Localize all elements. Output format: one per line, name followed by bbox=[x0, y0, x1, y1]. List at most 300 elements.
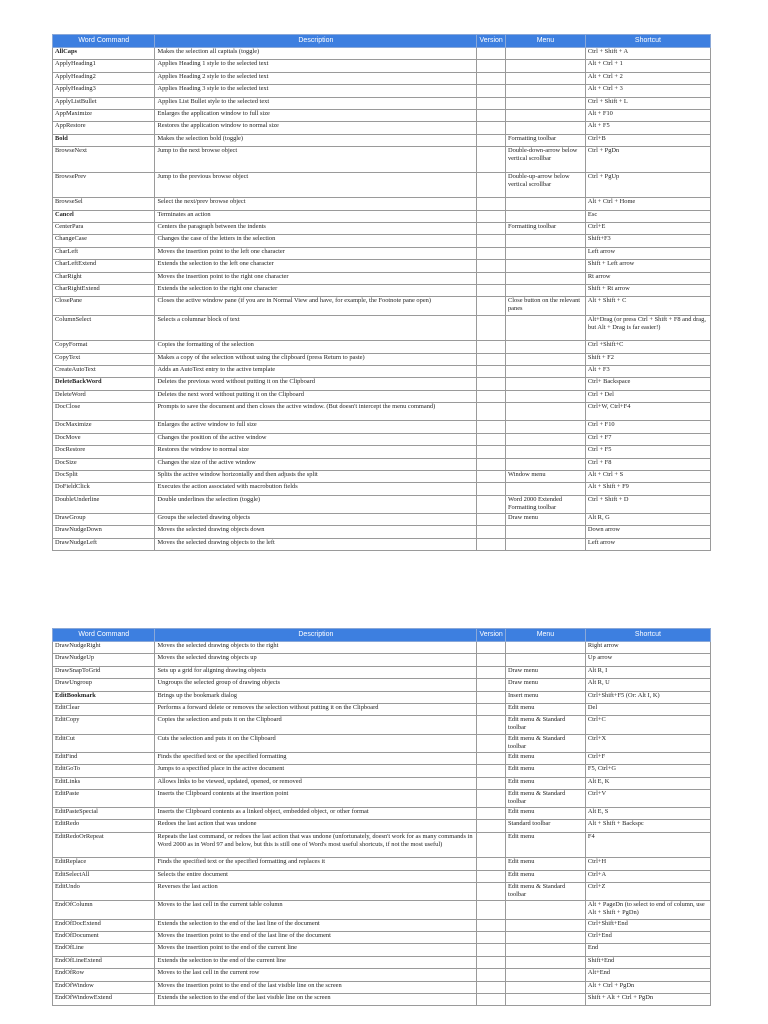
cell-shortcut: Down arrow bbox=[585, 526, 710, 538]
table-row bbox=[53, 932, 711, 944]
cell-word-command: DocMaximize bbox=[53, 421, 155, 433]
cell-shortcut: Ctrl+Shift+F5 (Or: Alt I, K) bbox=[585, 691, 710, 703]
cell-description: Moves the insertion point to the end of the current line bbox=[155, 944, 477, 956]
cell-menu: Edit menu & Standard toolbar bbox=[505, 716, 585, 734]
cell-description: Applies Heading 2 style to the selected text bbox=[155, 72, 477, 84]
cell-version bbox=[477, 691, 506, 703]
cell-shortcut: F5, Ctrl+G bbox=[585, 765, 710, 777]
cell-description: Changes the position of the active window bbox=[155, 433, 477, 445]
cell-menu bbox=[505, 993, 585, 1005]
cell-word-command: EditRedo bbox=[53, 820, 155, 832]
cell-version bbox=[477, 109, 506, 121]
cell-menu bbox=[505, 272, 585, 284]
cell-word-command: ApplyListBullet bbox=[53, 97, 155, 109]
cell-word-command: DocClose bbox=[53, 403, 155, 421]
cell-description: Adds an AutoText entry to the active template bbox=[155, 366, 477, 378]
cell-menu bbox=[505, 944, 585, 956]
cell-shortcut: Ctrl +Shift+C bbox=[585, 341, 710, 353]
cell-version bbox=[477, 901, 506, 919]
cell-word-command: DrawSnapToGrid bbox=[53, 666, 155, 678]
cell-description: Terminates an action bbox=[155, 210, 477, 222]
cell-menu bbox=[505, 981, 585, 993]
cell-menu bbox=[505, 433, 585, 445]
table-row bbox=[53, 85, 711, 97]
table-row bbox=[53, 223, 711, 235]
table-row bbox=[53, 808, 711, 820]
cell-description: Inserts the Clipboard contents at the insertion point bbox=[155, 789, 477, 807]
cell-version bbox=[477, 654, 506, 666]
cell-menu: Edit menu bbox=[505, 703, 585, 715]
cell-word-command: EditGoTo bbox=[53, 765, 155, 777]
cell-version bbox=[477, 513, 506, 525]
cell-menu bbox=[505, 60, 585, 72]
header-word-command: Word Command bbox=[53, 629, 155, 642]
cell-version bbox=[477, 341, 506, 353]
cell-version bbox=[477, 483, 506, 495]
table-row bbox=[53, 446, 711, 458]
cell-version bbox=[477, 297, 506, 315]
cell-shortcut: Right arrow bbox=[585, 642, 710, 654]
table-row bbox=[53, 60, 711, 72]
table-row bbox=[53, 919, 711, 931]
cell-word-command: AppMaximize bbox=[53, 109, 155, 121]
cell-menu: Edit menu bbox=[505, 808, 585, 820]
cell-shortcut: Alt + Ctrl + 2 bbox=[585, 72, 710, 84]
cell-menu bbox=[505, 538, 585, 550]
cell-word-command: DeleteWord bbox=[53, 390, 155, 402]
cell-menu: Edit menu bbox=[505, 832, 585, 858]
cell-menu bbox=[505, 969, 585, 981]
cell-word-command: EditCut bbox=[53, 734, 155, 752]
cell-menu bbox=[505, 642, 585, 654]
cell-version bbox=[477, 858, 506, 870]
cell-version bbox=[477, 642, 506, 654]
cell-shortcut: Left arrow bbox=[585, 247, 710, 259]
table-row bbox=[53, 944, 711, 956]
cell-description: Makes a copy of the selection without using the clipboard (press Return to paste) bbox=[155, 353, 477, 365]
cell-version bbox=[477, 765, 506, 777]
cell-menu: Edit menu bbox=[505, 870, 585, 882]
cell-description: Allows links to be viewed, updated, opened, or removed bbox=[155, 777, 477, 789]
table-row bbox=[53, 315, 711, 341]
table-row bbox=[53, 285, 711, 297]
cell-description: Copies the selection and puts it on the Clipboard bbox=[155, 716, 477, 734]
cell-word-command: CopyFormat bbox=[53, 341, 155, 353]
cell-word-command: DeleteBackWord bbox=[53, 378, 155, 390]
header-description: Description bbox=[155, 629, 477, 642]
cell-shortcut: Ctrl + Shift + L bbox=[585, 97, 710, 109]
cell-shortcut: Rt arrow bbox=[585, 272, 710, 284]
cell-version bbox=[477, 122, 506, 134]
cell-version bbox=[477, 832, 506, 858]
cell-menu: Double-up-arrow below vertical scrollbar bbox=[505, 172, 585, 198]
cell-version bbox=[477, 458, 506, 470]
cell-shortcut: Ctrl+V bbox=[585, 789, 710, 807]
cell-word-command: ColumnSelect bbox=[53, 315, 155, 341]
cell-shortcut: Ctrl+H bbox=[585, 858, 710, 870]
header-version: Version bbox=[477, 35, 506, 48]
header-description: Description bbox=[155, 35, 477, 48]
cell-menu bbox=[505, 97, 585, 109]
cell-version bbox=[477, 919, 506, 931]
table-row bbox=[53, 403, 711, 421]
cell-menu: Edit menu bbox=[505, 752, 585, 764]
cell-shortcut: Ctrl + F7 bbox=[585, 433, 710, 445]
table-header-row bbox=[53, 629, 711, 642]
cell-description: Changes the case of the letters in the selection bbox=[155, 235, 477, 247]
cell-menu: Draw menu bbox=[505, 666, 585, 678]
table-row bbox=[53, 109, 711, 121]
cell-shortcut: Ctrl + PgUp bbox=[585, 172, 710, 198]
cell-word-command: EditBookmark bbox=[53, 691, 155, 703]
cell-word-command: EndOfLineExtend bbox=[53, 956, 155, 968]
cell-shortcut: Up arrow bbox=[585, 654, 710, 666]
cell-description: Makes the selection bold (toggle) bbox=[155, 134, 477, 146]
cell-menu: Window menu bbox=[505, 470, 585, 482]
cell-menu: Edit menu & Standard toolbar bbox=[505, 734, 585, 752]
table-row bbox=[53, 513, 711, 525]
table-row bbox=[53, 526, 711, 538]
cell-version bbox=[477, 666, 506, 678]
cell-menu: Edit menu bbox=[505, 777, 585, 789]
table-row bbox=[53, 341, 711, 353]
cell-version bbox=[477, 526, 506, 538]
cell-shortcut: Alt + Ctrl + S bbox=[585, 470, 710, 482]
cell-description: Extends the selection to the right one character bbox=[155, 285, 477, 297]
cell-shortcut: Ctrl + Shift + D bbox=[585, 495, 710, 513]
cell-version bbox=[477, 870, 506, 882]
cell-word-command: ApplyHeading1 bbox=[53, 60, 155, 72]
cell-description: Jump to the previous browse object bbox=[155, 172, 477, 198]
cell-description: Double underlines the selection (toggle) bbox=[155, 495, 477, 513]
cell-version bbox=[477, 820, 506, 832]
cell-shortcut: Shift + Alt + Ctrl + PgDn bbox=[585, 993, 710, 1005]
cell-menu: Word 2000 Extended Formatting toolbar bbox=[505, 495, 585, 513]
cell-shortcut: Alt + Shift + C bbox=[585, 297, 710, 315]
cell-shortcut: Ctrl+B bbox=[585, 134, 710, 146]
cell-description: Cuts the selection and puts it on the Clipboard bbox=[155, 734, 477, 752]
cell-version bbox=[477, 223, 506, 235]
cell-menu: Edit menu & Standard toolbar bbox=[505, 883, 585, 901]
cell-description: Restores the application window to normal size bbox=[155, 122, 477, 134]
cell-description: Applies Heading 3 style to the selected text bbox=[155, 85, 477, 97]
cell-shortcut: Ctrl+X bbox=[585, 734, 710, 752]
cell-shortcut: Alt + Shift + Backspc bbox=[585, 820, 710, 832]
cell-description: Repeats the last command, or redoes the last action that was undone (unfortunately, doesn't work for as many commands in Word 2000 as in Word 97 and below, but this is still one of Word's most useful shortcuts, if not the most useful) bbox=[155, 832, 477, 858]
cell-description: Reverses the last action bbox=[155, 883, 477, 901]
cell-word-command: CenterPara bbox=[53, 223, 155, 235]
cell-version bbox=[477, 172, 506, 198]
cell-version bbox=[477, 85, 506, 97]
cell-word-command: EditReplace bbox=[53, 858, 155, 870]
cell-menu: Draw menu bbox=[505, 513, 585, 525]
cell-word-command: DoFieldClick bbox=[53, 483, 155, 495]
cell-shortcut: Alt R, I bbox=[585, 666, 710, 678]
cell-word-command: EditLinks bbox=[53, 777, 155, 789]
table-row bbox=[53, 777, 711, 789]
cell-version bbox=[477, 97, 506, 109]
cell-description: Splits the active window horizontally and then adjusts the split bbox=[155, 470, 477, 482]
table-row bbox=[53, 691, 711, 703]
cell-shortcut: Ctrl+End bbox=[585, 932, 710, 944]
table-row bbox=[53, 421, 711, 433]
cell-word-command: EndOfWindowExtend bbox=[53, 993, 155, 1005]
cell-description: Jump to the next browse object bbox=[155, 147, 477, 173]
table-row bbox=[53, 147, 711, 173]
header-menu: Menu bbox=[505, 35, 585, 48]
table-row bbox=[53, 122, 711, 134]
cell-shortcut: Ctrl + F10 bbox=[585, 421, 710, 433]
cell-description: Groups the selected drawing objects bbox=[155, 513, 477, 525]
cell-word-command: DocRestore bbox=[53, 446, 155, 458]
cell-version bbox=[477, 210, 506, 222]
cell-shortcut: Ctrl+F bbox=[585, 752, 710, 764]
table-row bbox=[53, 820, 711, 832]
table-row bbox=[53, 353, 711, 365]
cell-word-command: DrawNudgeRight bbox=[53, 642, 155, 654]
shortcut-table bbox=[52, 34, 711, 551]
header-shortcut: Shortcut bbox=[585, 35, 710, 48]
cell-menu bbox=[505, 48, 585, 60]
cell-menu bbox=[505, 919, 585, 931]
header-menu: Menu bbox=[505, 629, 585, 642]
table-row bbox=[53, 483, 711, 495]
cell-version bbox=[477, 883, 506, 901]
table-row bbox=[53, 654, 711, 666]
cell-description: Selects the entire document bbox=[155, 870, 477, 882]
cell-version bbox=[477, 716, 506, 734]
cell-word-command: BrowsePrev bbox=[53, 172, 155, 198]
cell-menu bbox=[505, 526, 585, 538]
table-row bbox=[53, 703, 711, 715]
cell-version bbox=[477, 808, 506, 820]
table-row bbox=[53, 272, 711, 284]
cell-version bbox=[477, 272, 506, 284]
cell-description: Moves the insertion point to the end of the last visible line on the screen bbox=[155, 981, 477, 993]
cell-menu bbox=[505, 260, 585, 272]
cell-word-command: DrawGroup bbox=[53, 513, 155, 525]
cell-shortcut: Shift + Left arrow bbox=[585, 260, 710, 272]
table-row bbox=[53, 901, 711, 919]
cell-version bbox=[477, 353, 506, 365]
table-row bbox=[53, 297, 711, 315]
cell-shortcut: F4 bbox=[585, 832, 710, 858]
cell-menu bbox=[505, 654, 585, 666]
cell-shortcut: Alt + Ctrl + Home bbox=[585, 198, 710, 210]
cell-word-command: DocSplit bbox=[53, 470, 155, 482]
table-header-row bbox=[53, 35, 711, 48]
cell-description: Extends the selection to the end of the current line bbox=[155, 956, 477, 968]
cell-menu: Close button on the relevant panes bbox=[505, 297, 585, 315]
table-row bbox=[53, 538, 711, 550]
cell-shortcut: Shift + F2 bbox=[585, 353, 710, 365]
cell-shortcut: Alt + F3 bbox=[585, 366, 710, 378]
table-row bbox=[53, 247, 711, 259]
table-row bbox=[53, 210, 711, 222]
cell-version bbox=[477, 260, 506, 272]
cell-word-command: EndOfRow bbox=[53, 969, 155, 981]
cell-shortcut: Alt + Shift + F9 bbox=[585, 483, 710, 495]
cell-word-command: ApplyHeading2 bbox=[53, 72, 155, 84]
cell-description: Ungroups the selected group of drawing objects bbox=[155, 679, 477, 691]
cell-shortcut: Esc bbox=[585, 210, 710, 222]
cell-shortcut: End bbox=[585, 944, 710, 956]
cell-menu bbox=[505, 353, 585, 365]
cell-version bbox=[477, 72, 506, 84]
shortcut-table bbox=[52, 628, 711, 1006]
cell-word-command: EndOfColumn bbox=[53, 901, 155, 919]
cell-menu bbox=[505, 315, 585, 341]
cell-shortcut: Alt + Ctrl + 3 bbox=[585, 85, 710, 97]
cell-menu: Insert menu bbox=[505, 691, 585, 703]
cell-word-command: DocMove bbox=[53, 433, 155, 445]
table-row bbox=[53, 235, 711, 247]
cell-menu bbox=[505, 285, 585, 297]
cell-word-command: DrawUngroup bbox=[53, 679, 155, 691]
cell-shortcut: Ctrl + F5 bbox=[585, 446, 710, 458]
cell-word-command: DrawNudgeDown bbox=[53, 526, 155, 538]
cell-shortcut: Alt + Ctrl + 1 bbox=[585, 60, 710, 72]
cell-menu bbox=[505, 85, 585, 97]
cell-description: Moves to the last cell in the current row bbox=[155, 969, 477, 981]
cell-version bbox=[477, 315, 506, 341]
cell-description: Brings up the bookmark dialog bbox=[155, 691, 477, 703]
cell-version bbox=[477, 390, 506, 402]
cell-version bbox=[477, 285, 506, 297]
cell-menu bbox=[505, 247, 585, 259]
cell-word-command: ApplyHeading3 bbox=[53, 85, 155, 97]
cell-version bbox=[477, 981, 506, 993]
cell-description: Moves to the last cell in the current table column bbox=[155, 901, 477, 919]
header-shortcut: Shortcut bbox=[585, 629, 710, 642]
cell-description: Restores the window to normal size bbox=[155, 446, 477, 458]
cell-menu: Double-down-arrow below vertical scrollbar bbox=[505, 147, 585, 173]
cell-description: Moves the insertion point to the end of the last line of the document bbox=[155, 932, 477, 944]
cell-menu bbox=[505, 198, 585, 210]
cell-description: Moves the selected drawing objects to the left bbox=[155, 538, 477, 550]
cell-description: Applies List Bullet style to the selected text bbox=[155, 97, 477, 109]
cell-shortcut: Alt + F5 bbox=[585, 122, 710, 134]
cell-description: Deletes the next word without putting it on the Clipboard bbox=[155, 390, 477, 402]
cell-version bbox=[477, 403, 506, 421]
table-row bbox=[53, 260, 711, 272]
cell-shortcut: Alt+End bbox=[585, 969, 710, 981]
cell-version bbox=[477, 147, 506, 173]
cell-word-command: EndOfWindow bbox=[53, 981, 155, 993]
cell-word-command: Cancel bbox=[53, 210, 155, 222]
cell-description: Centers the paragraph between the indents bbox=[155, 223, 477, 235]
cell-menu: Formatting toolbar bbox=[505, 223, 585, 235]
cell-version bbox=[477, 366, 506, 378]
cell-shortcut: Alt R, G bbox=[585, 513, 710, 525]
cell-description: Inserts the Clipboard contents as a linked object, embedded object, or other format bbox=[155, 808, 477, 820]
cell-description: Moves the insertion point to the left one character bbox=[155, 247, 477, 259]
cell-shortcut: Alt+Drag (or press Ctrl + Shift + F8 and drag, but Alt + Drag is far easier!) bbox=[585, 315, 710, 341]
cell-description: Makes the selection all capitals (toggle) bbox=[155, 48, 477, 60]
cell-description: Moves the selected drawing objects up bbox=[155, 654, 477, 666]
cell-version bbox=[477, 777, 506, 789]
table-row bbox=[53, 433, 711, 445]
cell-menu bbox=[505, 446, 585, 458]
cell-menu: Standard toolbar bbox=[505, 820, 585, 832]
table-row bbox=[53, 172, 711, 198]
cell-menu bbox=[505, 932, 585, 944]
cell-description: Finds the specified text or the specified formatting and replaces it bbox=[155, 858, 477, 870]
cell-word-command: EditRedoOrRepeat bbox=[53, 832, 155, 858]
cell-shortcut: Alt + F10 bbox=[585, 109, 710, 121]
cell-shortcut: Alt E, K bbox=[585, 777, 710, 789]
header-version: Version bbox=[477, 629, 506, 642]
cell-word-command: DocSize bbox=[53, 458, 155, 470]
cell-shortcut: Shift+End bbox=[585, 956, 710, 968]
cell-menu bbox=[505, 483, 585, 495]
cell-word-command: EditClear bbox=[53, 703, 155, 715]
cell-version bbox=[477, 679, 506, 691]
table-row bbox=[53, 832, 711, 858]
cell-shortcut: Ctrl+A bbox=[585, 870, 710, 882]
cell-shortcut: Alt + PageDn (to select to end of column, use Alt + Shift + PgDn) bbox=[585, 901, 710, 919]
cell-shortcut: Ctrl+Shift+End bbox=[585, 919, 710, 931]
cell-word-command: EditFind bbox=[53, 752, 155, 764]
cell-description: Finds the specified text or the specified formatting bbox=[155, 752, 477, 764]
cell-shortcut: Ctrl+W, Ctrl+F4 bbox=[585, 403, 710, 421]
cell-version bbox=[477, 60, 506, 72]
table-row bbox=[53, 198, 711, 210]
cell-word-command: CharRight bbox=[53, 272, 155, 284]
cell-word-command: DoubleUnderline bbox=[53, 495, 155, 513]
cell-shortcut: Left arrow bbox=[585, 538, 710, 550]
table-row bbox=[53, 495, 711, 513]
cell-version bbox=[477, 993, 506, 1005]
cell-description: Enlarges the active window to full size bbox=[155, 421, 477, 433]
cell-description: Selects a columnar block of text bbox=[155, 315, 477, 341]
cell-menu: Formatting toolbar bbox=[505, 134, 585, 146]
cell-version bbox=[477, 421, 506, 433]
cell-word-command: AllCaps bbox=[53, 48, 155, 60]
cell-word-command: DrawNudgeLeft bbox=[53, 538, 155, 550]
cell-description: Changes the size of the active window bbox=[155, 458, 477, 470]
cell-version bbox=[477, 134, 506, 146]
cell-description: Extends the selection to the end of the last line of the document bbox=[155, 919, 477, 931]
cell-description: Performs a forward delete or removes the selection without putting it on the Clipboard bbox=[155, 703, 477, 715]
cell-menu bbox=[505, 421, 585, 433]
cell-description: Applies Heading 1 style to the selected text bbox=[155, 60, 477, 72]
cell-shortcut: Ctrl+C bbox=[585, 716, 710, 734]
table-row bbox=[53, 765, 711, 777]
table-row bbox=[53, 378, 711, 390]
table-row bbox=[53, 993, 711, 1005]
cell-menu bbox=[505, 109, 585, 121]
cell-menu: Edit menu bbox=[505, 765, 585, 777]
table-row bbox=[53, 366, 711, 378]
cell-shortcut: Shift + Rt arrow bbox=[585, 285, 710, 297]
cell-word-command: CharLeftExtend bbox=[53, 260, 155, 272]
cell-menu: Edit menu & Standard toolbar bbox=[505, 789, 585, 807]
table-row bbox=[53, 642, 711, 654]
cell-menu bbox=[505, 403, 585, 421]
cell-version bbox=[477, 495, 506, 513]
header-word-command: Word Command bbox=[53, 35, 155, 48]
table-row bbox=[53, 752, 711, 764]
cell-word-command: AppRestore bbox=[53, 122, 155, 134]
cell-version bbox=[477, 969, 506, 981]
cell-version bbox=[477, 433, 506, 445]
cell-menu: Draw menu bbox=[505, 679, 585, 691]
cell-shortcut: Ctrl + Shift + A bbox=[585, 48, 710, 60]
cell-word-command: ClosePane bbox=[53, 297, 155, 315]
cell-version bbox=[477, 752, 506, 764]
cell-description: Extends the selection to the end of the last visible line on the screen bbox=[155, 993, 477, 1005]
